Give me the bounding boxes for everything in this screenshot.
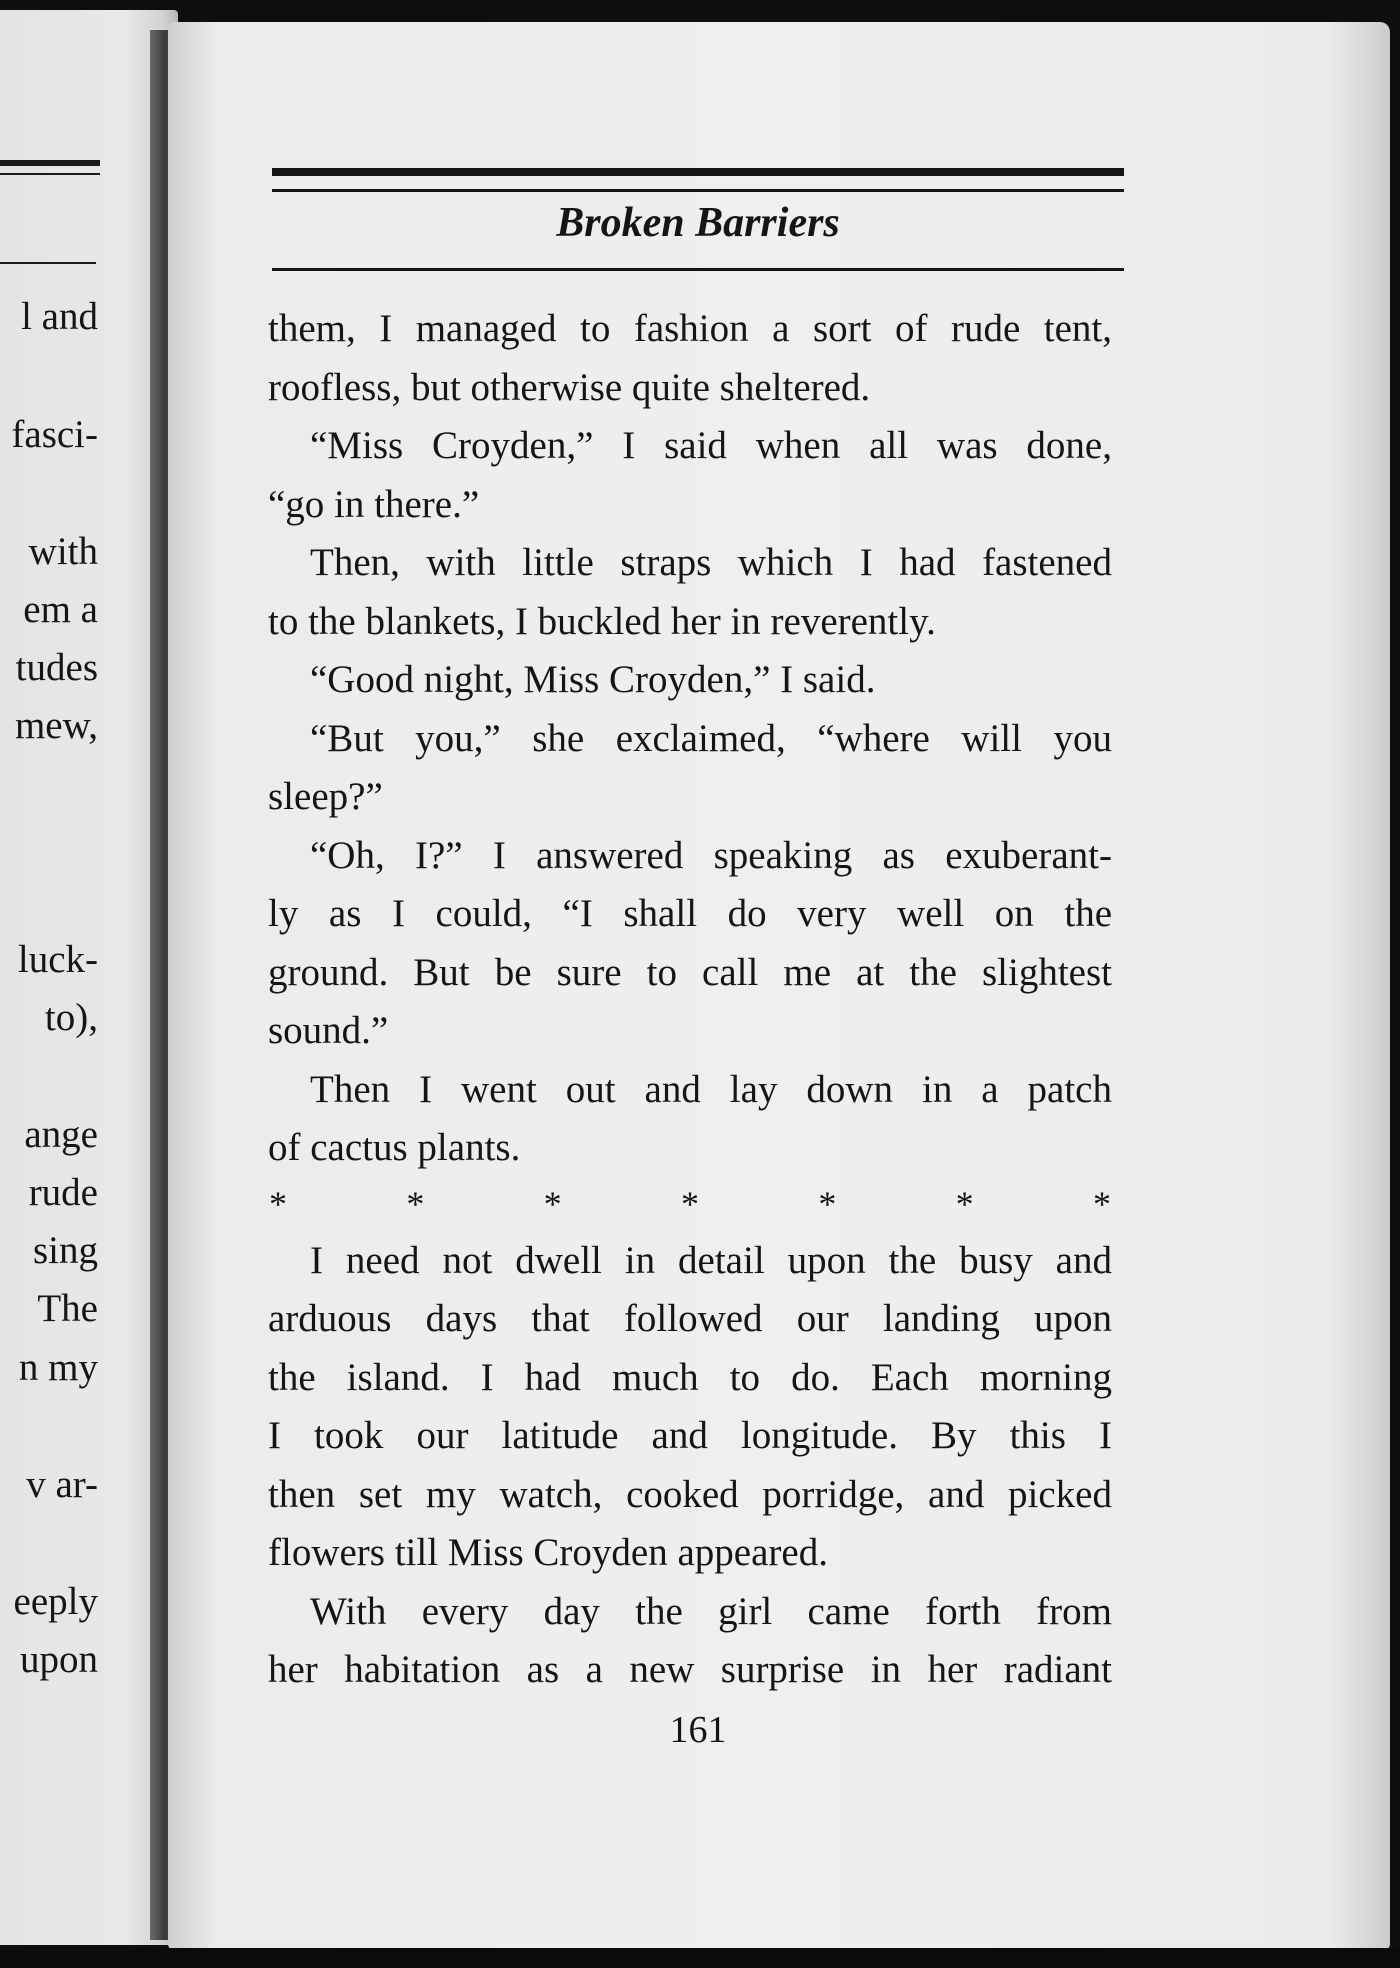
- left-fragment-line: upon: [20, 1638, 98, 1681]
- text-line: I took our latitude and longitude. By this I: [268, 1414, 1112, 1457]
- left-fragment-line: rude: [28, 1171, 98, 1214]
- previous-page-title-rule: [0, 262, 96, 264]
- text-line: Then, with little straps which I had fastened: [310, 541, 1112, 584]
- text-line: ly as I could, “I shall do very well on the: [268, 892, 1112, 935]
- header-double-rule: [272, 168, 1124, 192]
- text-line: flowers till Miss Croyden appeared.: [268, 1531, 828, 1574]
- page-number: 161: [669, 1709, 727, 1751]
- left-fragment-line: The: [37, 1287, 98, 1330]
- asterisk: *: [955, 1184, 974, 1225]
- left-fragment-line: fasci-: [11, 413, 98, 456]
- left-fragment-line: luck-: [17, 938, 98, 981]
- left-fragment-line: l and: [21, 295, 98, 338]
- left-fragment-line: sing: [32, 1229, 98, 1272]
- asterisk: *: [406, 1184, 425, 1225]
- section-break: [268, 1178, 1112, 1232]
- header-rule: [272, 268, 1124, 271]
- asterisk: *: [1092, 1184, 1111, 1225]
- asterisk: *: [680, 1184, 699, 1225]
- text-line: the island. I had much to do. Each morning: [268, 1355, 1112, 1399]
- left-fragment-line: v ar-: [26, 1463, 98, 1506]
- text-line: to the blankets, I buckled her in reverently.: [268, 599, 936, 643]
- text-line: Then I went out and lay down in a patch: [310, 1067, 1112, 1111]
- text-line: “But you,” she exclaimed, “where will you: [310, 716, 1112, 760]
- text-line: “Oh, I?” I answered speaking as exuberant-: [310, 833, 1112, 877]
- left-fragment-line: to),: [44, 996, 98, 1039]
- text-line: of cactus plants.: [268, 1126, 521, 1169]
- left-fragment-line: ange: [24, 1113, 98, 1156]
- text-line: then set my watch, cooked porridge, and picked: [268, 1472, 1112, 1516]
- text-line: With every day the girl came forth from: [310, 1589, 1112, 1633]
- text-line: “Good night, Miss Croyden,” I said.: [310, 658, 876, 701]
- asterisk: *: [543, 1184, 562, 1225]
- left-fragment-line: with: [28, 530, 98, 573]
- left-fragment-line: em a: [23, 588, 98, 631]
- text-line: I need not dwell in detail upon the busy and: [310, 1238, 1112, 1282]
- running-title: Broken Barriers: [556, 200, 840, 246]
- left-fragment-line: tudes: [15, 646, 98, 689]
- text-line: roofless, but otherwise quite sheltered.: [268, 365, 871, 409]
- text-line: her habitation as a new surprise in her radiant: [268, 1648, 1112, 1691]
- text-line: them, I managed to fashion a sort of rude tent,: [268, 307, 1112, 350]
- text-line: “Miss Croyden,” I said when all was done,: [310, 424, 1112, 467]
- text-line: ground. But be sure to call me at the slightest: [268, 950, 1112, 994]
- text-line: sound.”: [268, 1009, 389, 1052]
- left-fragment-line: eeply: [13, 1580, 98, 1623]
- previous-page-header-rule: [0, 160, 100, 175]
- text-line: sleep?”: [268, 775, 383, 818]
- page-body: [268, 300, 1112, 1700]
- text-line: arduous days that followed our landing upon: [268, 1297, 1112, 1340]
- asterisk: *: [818, 1184, 837, 1225]
- left-fragment-line: n my: [18, 1346, 98, 1389]
- left-fragment-line: mew,: [14, 704, 98, 747]
- asterisk: *: [269, 1184, 287, 1225]
- text-line: “go in there.”: [268, 482, 480, 526]
- scan-edge: [0, 1948, 1400, 1968]
